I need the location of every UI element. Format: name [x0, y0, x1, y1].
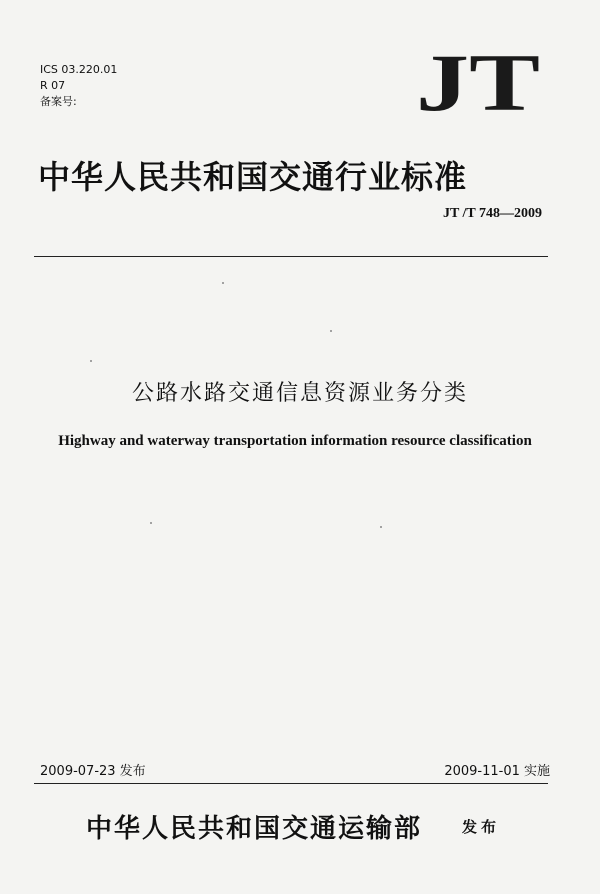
standard-title: 中华人民共和国交通行业标准: [38, 158, 468, 196]
top-divider: [34, 256, 548, 257]
bottom-divider: [34, 783, 548, 784]
jt-logo-text: JT: [416, 44, 540, 116]
scan-speck: [150, 522, 152, 524]
document-title-english: Highway and waterway transportation information resource classification: [58, 433, 532, 449]
ics-code: ICS 03.220.01: [40, 63, 118, 76]
implementation-date: 2009-11-01 实施: [444, 764, 550, 779]
scan-speck: [222, 282, 224, 284]
publisher-name: 中华人民共和国交通运输部: [86, 814, 423, 844]
document-title-chinese: 公路水路交通信息资源业务分类: [131, 381, 468, 406]
record-number-label: 备案号:: [40, 95, 77, 108]
classification-block: [40, 62, 117, 110]
scan-speck: [90, 360, 92, 362]
issue-date: 2009-07-23 发布: [40, 764, 146, 779]
scan-speck: [330, 330, 332, 332]
jt-logo: [414, 44, 542, 116]
standard-code: JT /T 748—2009: [442, 206, 542, 221]
publish-label: 发布: [462, 818, 501, 836]
classification-code: R 07: [40, 79, 66, 92]
scan-speck: [380, 526, 382, 528]
